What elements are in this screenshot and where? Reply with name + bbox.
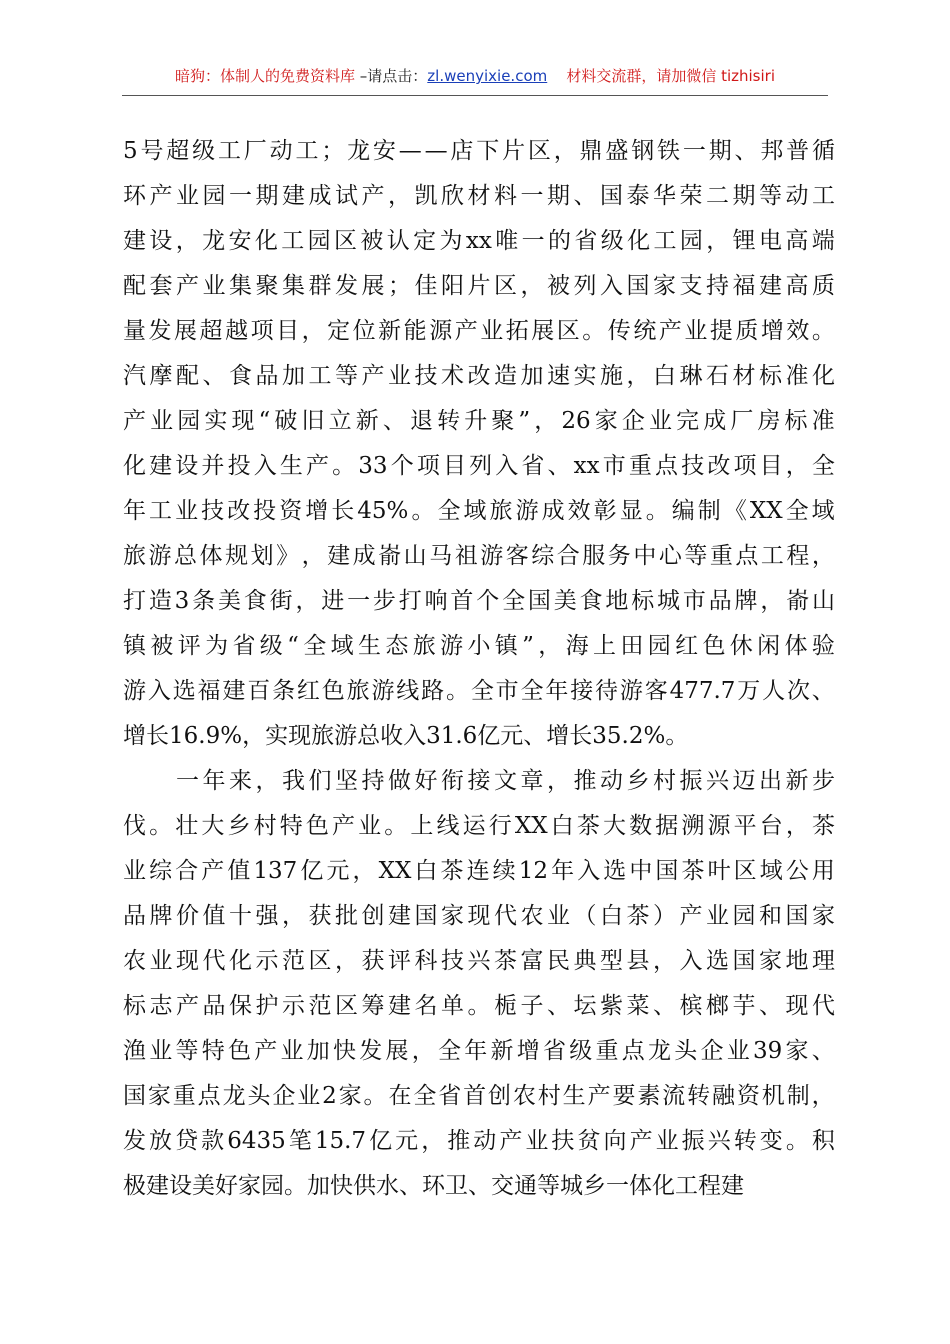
text-line: 汽 摩 配 、 食 品 加 工 等 产 业 技 术 改 造 加 速 实 施 ， 白 琳 石 材 标 准 化: [123, 363, 835, 389]
text-line: 增长16.9%，实现旅游总收入31.6亿元、增长35.2%。: [123, 723, 689, 749]
paragraph-1: [123, 129, 835, 759]
header-spacer: [547, 67, 566, 85]
text-line: 一 年 来 ， 我 们 坚 持 做 好 衔 接 文 章 ， 推 动 乡 村 振 兴 迈 出 新 步: [176, 768, 835, 794]
paragraph-2: [123, 759, 835, 1209]
document-body: [123, 129, 835, 1209]
header-link[interactable]: zl.wenyixie.com: [427, 67, 548, 85]
text-line: 旅 游 总 体 规 划 》 ， 建 成 嵛 山 马 祖 游 客 综 合 服 务 中 心 等 重 点 工 程 ，: [123, 543, 835, 569]
text-line: 伐 。 壮 大 乡 村 特 色 产 业 。 上 线 运 行 XX 白 茶 大 数 据 溯 源 平 台 ， 茶: [123, 813, 835, 839]
text-line: 游 入 选 福 建 百 条 红 色 旅 游 线 路 。 全 市 全 年 接 待 游 客 477.7 万 人 次 、: [123, 678, 835, 704]
page-header: [0, 66, 950, 86]
header-click-label: –请点击：: [355, 67, 428, 85]
text-line: 打 造 3 条 美 食 街 ， 进 一 步 打 响 首 个 全 国 美 食 地 标 城 市 品 牌 ， 嵛 山: [123, 588, 835, 614]
text-line: 品 牌 价 值 十 强 ， 获 批 创 建 国 家 现 代 农 业 （ 白 茶 ） 产 业 园 和 国 家: [123, 903, 835, 929]
header-site-label: 暗狗：体制人的免费资料库: [175, 67, 356, 85]
text-line: 产 业 园 实 现 “ 破 旧 立 新 、 退 转 升 聚 ” ， 26 家 企 业 完 成 厂 房 标 准: [123, 408, 835, 434]
text-line: 量 发 展 超 越 项 目 ， 定 位 新 能 源 产 业 拓 展 区 。 传 统 产 业 提 质 增 效 。: [123, 318, 835, 344]
text-line: 发 放 贷 款 6435 笔 15.7 亿 元 ， 推 动 产 业 扶 贫 向 产 业 振 兴 转 变 。 积: [123, 1128, 835, 1154]
text-line: 国 家 重 点 龙 头 企 业 2 家 。 在 全 省 首 创 农 村 生 产 要 素 流 转 融 资 机 制 ，: [123, 1083, 835, 1109]
text-line: 镇 被 评 为 省 级 “ 全 域 生 态 旅 游 小 镇 ” ， 海 上 田 园 红 色 休 闲 体 验: [123, 633, 835, 659]
text-line: 业 综 合 产 值 137 亿 元 ， XX 白 茶 连 续 12 年 入 选 中 国 茶 叶 区 域 公 用: [123, 858, 835, 884]
text-line: 渔 业 等 特 色 产 业 加 快 发 展 ， 全 年 新 增 省 级 重 点 龙 头 企 业 39 家 、: [123, 1038, 835, 1064]
text-line: 年 工 业 技 改 投 资 增 长 45% 。 全 域 旅 游 成 效 彰 显 。 编 制 《 XX 全 域: [123, 498, 835, 524]
header-contact-label: 材料交流群，请加微信 tizhisiri: [566, 67, 775, 85]
text-line: 5 号 超 级 工 厂 动 工 ； 龙 安 — — 店 下 片 区 ， 鼎 盛 钢 铁 一 期 、 邦 普 循: [123, 138, 835, 164]
text-line: 农 业 现 代 化 示 范 区 ， 获 评 科 技 兴 茶 富 民 典 型 县 ， 入 选 国 家 地 理: [123, 948, 835, 974]
header-divider: [122, 95, 828, 96]
text-line: 环 产 业 园 一 期 建 成 试 产 ， 凯 欣 材 料 一 期 、 国 泰 华 荣 二 期 等 动 工: [123, 183, 835, 209]
text-line: 配 套 产 业 集 聚 集 群 发 展 ； 佳 阳 片 区 ， 被 列 入 国 家 支 持 福 建 高 质: [123, 273, 835, 299]
text-line: 建 设 ， 龙 安 化 工 园 区 被 认 定 为 xx 唯 一 的 省 级 化 工 园 ， 锂 电 高 端: [123, 228, 835, 254]
text-line: 标 志 产 品 保 护 示 范 区 筹 建 名 单 。 栀 子 、 坛 紫 菜 、 槟 榔 芋 、 现 代: [123, 993, 835, 1019]
text-line: 化 建 设 并 投 入 生 产 。 33 个 项 目 列 入 省 、 xx 市 重 点 技 改 项 目 ， 全: [123, 453, 835, 479]
text-line: 极建设美好家园。加快供水、环卫、交通等城乡一体化工程建: [123, 1173, 744, 1199]
